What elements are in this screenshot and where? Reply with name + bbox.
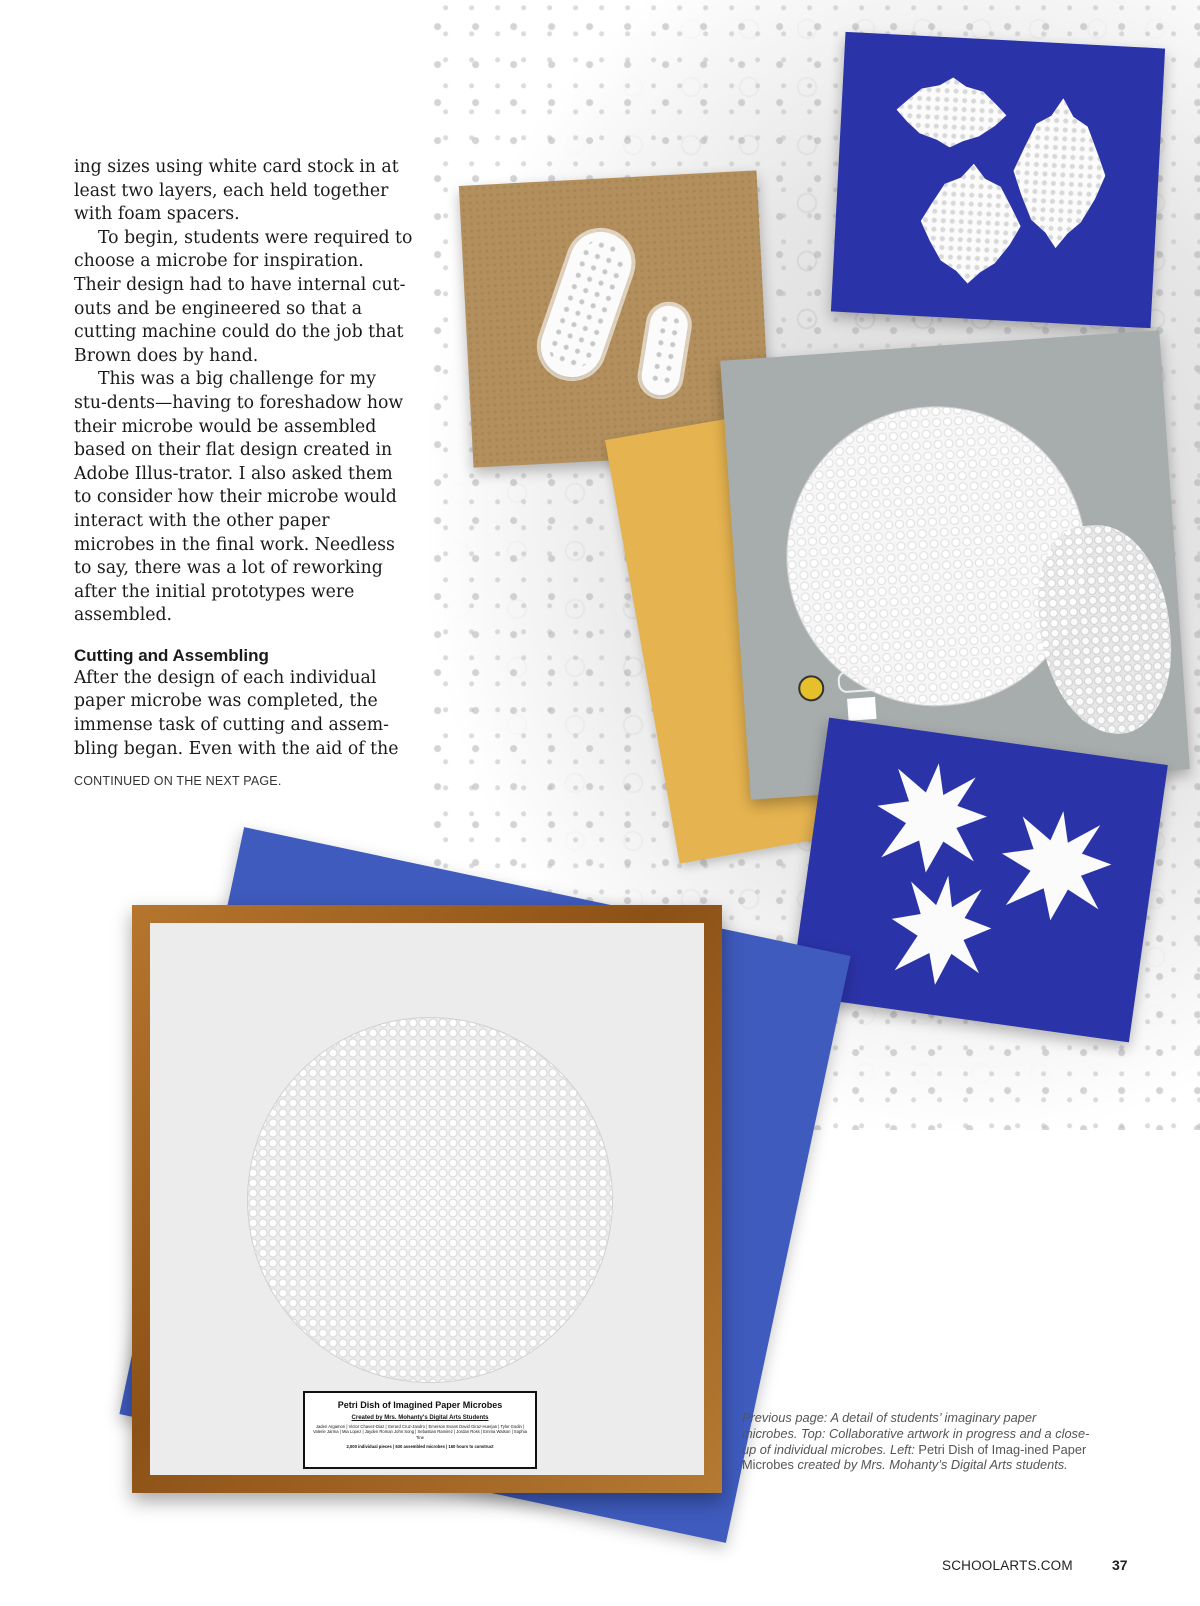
spiky-microbe-left: [869, 756, 993, 880]
paragraph-4: After the design of each individual paper microbe was completed, the immense task of cutting and assem-bling began. Even with the aid of the: [74, 667, 399, 759]
placard-title: Petri Dish of Imagined Paper Microbes: [337, 1400, 503, 1410]
paragraph-1: ing sizes using white card stock in at least two layers, each held together with foam spacers.: [74, 157, 399, 225]
paragraph-3: This was a big challenge for my stu-dents—having to foreshadow how their microbe would be assembled based on their flat design created in Adobe Illus-trator. I also asked them to consider how their microbe would interact with the other paper microbes in the final work. Needless to say, there was a lot of reworking after the initial prototypes were assembled.: [74, 369, 404, 626]
placard-stats: 2,000 individual pieces | 630 assembled microbes | 160 hours to construct: [346, 1444, 494, 1450]
microbe-pile: [1033, 520, 1177, 739]
caption-part-1: Previous page: A detail of students’ imaginary paper microbes. Top: Collaborative artwork in progress and a close-up of individual microbes. Left:: [742, 1410, 1090, 1457]
lemon-microbe-top: [895, 75, 1009, 151]
frame-mat: [150, 923, 704, 1475]
section-subhead: Cutting and Assembling: [74, 645, 269, 665]
tape-roll-icon: [797, 674, 825, 702]
bacillus-microbe-large: [532, 223, 639, 385]
lemon-microbe-bottom: [918, 161, 1024, 286]
scissors-icon: [837, 669, 878, 694]
artwork-placard: [303, 1391, 537, 1469]
photo-cutout-microbes-blue: [831, 32, 1165, 328]
paper-scrap: [847, 697, 876, 721]
photo-spiky-microbes-blue: [790, 718, 1168, 1043]
continued-note: CONTINUED ON THE NEXT PAGE.: [74, 774, 282, 788]
photo-artwork-in-progress: [720, 330, 1190, 800]
page-number: 37: [1112, 1557, 1128, 1573]
caption-artwork-title: Petri Dish of Imag-ined Paper Microbes: [742, 1441, 1087, 1473]
article-body: [74, 156, 414, 761]
petri-dish-artwork: [248, 1018, 612, 1382]
paragraph-2: To begin, students were required to choose a microbe for inspiration. Their design had to have internal cut-outs and be engineered so that a cutting machine could do the job that Brown does by hand.: [74, 227, 413, 366]
spiky-microbe-right: [994, 803, 1118, 927]
footer-website: SCHOOLARTS.COM: [942, 1558, 1073, 1573]
placard-names: Jaden Argamon | Victor Chavez-Diaz | Gerard Cruz-Jandro | Emerson Evans David Giraz-Huerjan | Tylor Godin | Valerie Jarma | Mia Lopez | Jayden Roman John Song | Sebastian Ramirez | Jordan Ross | Emma Watson | Sophia Tine: [313, 1424, 527, 1440]
lemon-microbe-right: [1010, 96, 1110, 251]
placard-subtitle: Created by Mrs. Mohanty's Digital Arts Students: [351, 1415, 489, 1421]
caption-part-3: created by Mrs. Mohanty’s Digital Arts students.: [793, 1457, 1068, 1473]
photo-caption: [742, 1410, 1092, 1473]
spiky-microbe-bottom: [883, 869, 997, 992]
framed-artwork-photo: [132, 905, 722, 1493]
bacillus-microbe-small: [639, 303, 691, 398]
